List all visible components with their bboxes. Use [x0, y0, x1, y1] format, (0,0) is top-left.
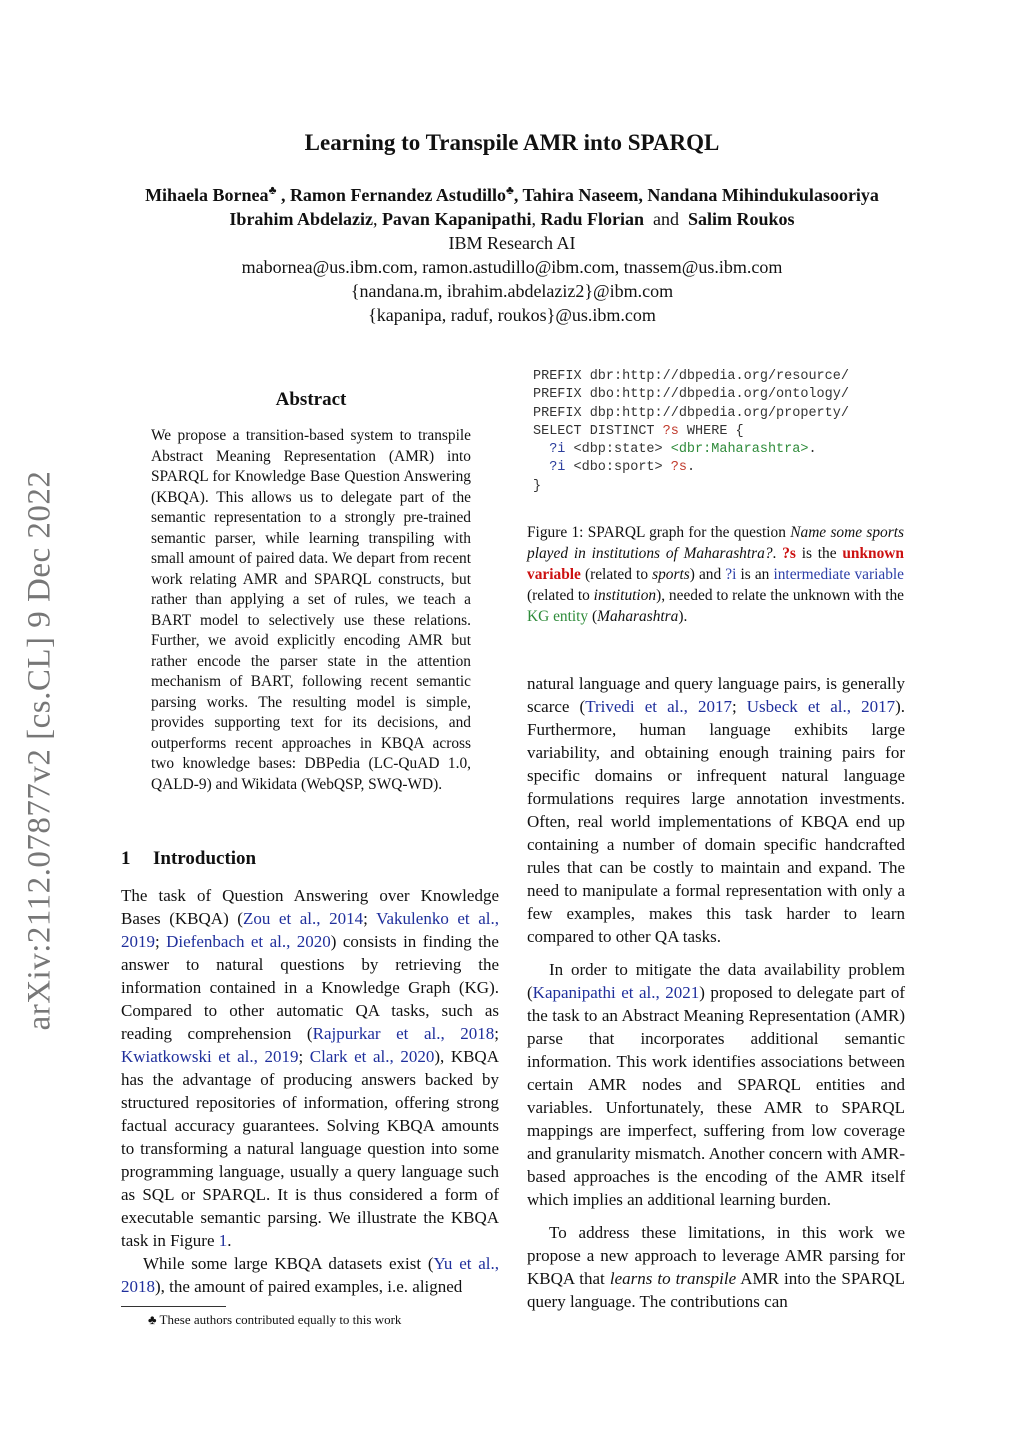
citation-link[interactable]: Rajpurkar et al., 2018: [312, 1024, 495, 1043]
author-names: , Tahira Naseem, Nandana Mihindukulasooriya: [513, 185, 879, 205]
abstract-heading: Abstract: [275, 389, 347, 410]
citation-link[interactable]: Zou et al., 2014: [242, 909, 364, 928]
paper-title: Learning to Transpile AMR into SPARQL: [304, 130, 720, 155]
citation-link[interactable]: Kapanipathi et al., 2021: [532, 983, 700, 1002]
club-symbol: ♣: [148, 1312, 157, 1327]
citation-link[interactable]: Kwiatkowski et al., 2019: [121, 1047, 299, 1066]
abstract-text: We propose a transition-based system to transpile Abstract Meaning Representation (AMR) into SPARQL for Knowledge Base Question Answering (KBQA). This allows us to delegate part of the semantic representation to a strongly pre-trained semantic parser, while learning transpiling with small amount of paired data. We depart from recent work relating AMR and SPARQL constructs, but rather than applying a set of rules, we teach a BART model to selectively use these relations. Further, we avoid explicitly encoding AMR but rather encode the parser state in the attention mechanism of BART, following recent semantic parsing works. The resulting model is simple, provides supporting text for its decisions, and outperforms recent approaches in KBQA across two knowledge bases: DBPedia (LC-QuAD 1.0, QALD-9) and Wikidata (WebQSP, SWQ-WD).: [151, 427, 471, 793]
author-line-1: [0, 183, 1024, 207]
author-block: [0, 183, 1024, 327]
citation-link[interactable]: Diefenbach et al., 2020: [166, 932, 331, 951]
citation-link[interactable]: Usbeck et al., 2017: [746, 697, 896, 716]
paragraph: natural language and query language pairs, is generally scarce (Trivedi et al., 2017; Usbeck et al., 2017). Furthermore, human language exhibits large variability, and obtaining enough training pairs for specific domains or infrequent natural language formulations requires large annotation investments. Often, real world implementations of KBQA end up containing a number of domain specific handcrafted rules that can be costly to maintain and expand. The need to manipulate a formal representation with only a few examples, makes this task harder to learn compared to other QA tasks.: [527, 674, 905, 946]
footnote-rule: [121, 1306, 226, 1307]
code-line: PREFIX dbo:http://dbpedia.org/ontology/: [533, 387, 849, 403]
figure-ref-link[interactable]: 1: [218, 1231, 228, 1250]
footnote: ♣ These authors contributed equally to this work: [148, 1312, 402, 1327]
club-symbol: ♣: [505, 183, 514, 197]
affiliation: IBM Research AI: [448, 233, 576, 253]
author-name: Salim Roukos: [688, 209, 795, 229]
email-line: mabornea@us.ibm.com, ramon.astudillo@ibm.com, tnassem@us.ibm.com: [241, 257, 783, 277]
code-line: PREFIX dbr:http://dbpedia.org/resource/: [533, 369, 849, 384]
author-separator: ,: [372, 209, 382, 229]
author-name: Pavan Kapanipathi: [381, 209, 532, 229]
citation-link[interactable]: Clark et al., 2020: [309, 1047, 435, 1066]
code-line: }: [533, 478, 542, 494]
paragraph: While some large KBQA datasets exist (Yu et al., 2018), the amount of paired examples, i.e. aligned: [121, 1254, 499, 1296]
code-line: ?i <dbp:state> <dbr:Maharashtra>.: [549, 442, 817, 458]
intro-right-column: [527, 672, 905, 1313]
email-line: {kapanipa, raduf, roukos}@us.ibm.com: [368, 305, 656, 325]
author-line-2: [0, 207, 1024, 231]
intro-left-column: [121, 884, 499, 1298]
arxiv-stamp: arXiv:2112.07877v2 [cs.CL] 9 Dec 2022: [21, 470, 58, 1030]
author-separator: ,: [531, 209, 541, 229]
author-and: and: [644, 209, 689, 229]
paragraph: The task of Question Answering over Knowledge Bases (KBQA) (Zou et al., 2014; Vakulenko et al., 2019; Diefenbach et al., 2020) consists in finding the answer to natural questions by retrieving the information contained in a Knowledge Graph (KG). Compared to other automatic QA tasks, such as reading comprehension (Rajpurkar et al., 2018; Kwiatkowski et al., 2019; Clark et al., 2020), KBQA has the advantage of producing answers backed by structured repositories of information, offering strong factual accuracy guarantees. Solving KBQA amounts to transforming a natural language question into some programming language, usually a query language such as SQL or SPARQL. It is thus considered a form of executable semantic parsing. We illustrate the KBQA task in Figure 1.: [121, 886, 500, 1250]
figure-caption: Figure 1: SPARQL graph for the question Name some sports played in institutions of Maharashtra?. ?s is the unknown variable (related to sports) and ?i is an intermediate variable (related to institution), needed to relate the unknown with the KG entity (Maharashtra).: [527, 524, 905, 625]
section-heading: 1 Introduction: [121, 848, 257, 869]
author-name: Radu Florian: [540, 209, 645, 229]
sparql-code-block: [533, 368, 849, 496]
code-line: SELECT DISTINCT ?s WHERE {: [533, 423, 744, 439]
paragraph: In order to mitigate the data availability problem (Kapanipathi et al., 2021) proposed to delegate part of the task to an Abstract Meaning Representation (AMR) parse that incorporates additional semantic information. This work identifies associations between certain AMR nodes and SPARQL entities and variables. Unfortunately, these AMR to SPARQL mappings are imperfect, suffering from low coverage and granularity mismatch. Another concern with AMR-based approaches is the encoding of the AMR itself which implies an additional learning burden.: [527, 960, 905, 1209]
author-name: Ramon Fernandez Astudillo: [289, 185, 506, 205]
citation-link[interactable]: Yu et al., 2018: [121, 1254, 499, 1296]
code-line: PREFIX dbp:http://dbpedia.org/property/: [533, 405, 849, 421]
author-name: Ibrahim Abdelaziz: [229, 209, 373, 229]
citation-link[interactable]: Vakulenko et al., 2019: [121, 909, 499, 951]
paragraph: To address these limitations, in this work we propose a new approach to leverage AMR parsing for KBQA that learns to transpile AMR into the SPARQL query language. The contributions can: [527, 1223, 906, 1311]
author-name: Mihaela Bornea: [145, 185, 269, 205]
citation-link[interactable]: Trivedi et al., 2017: [585, 697, 732, 716]
club-symbol: ♣: [268, 183, 277, 197]
email-line: {nandana.m, ibrahim.abdelaziz2}@ibm.com: [350, 281, 674, 301]
code-line: ?i <dbo:sport> ?s.: [549, 460, 696, 476]
author-separator: ,: [276, 185, 290, 205]
